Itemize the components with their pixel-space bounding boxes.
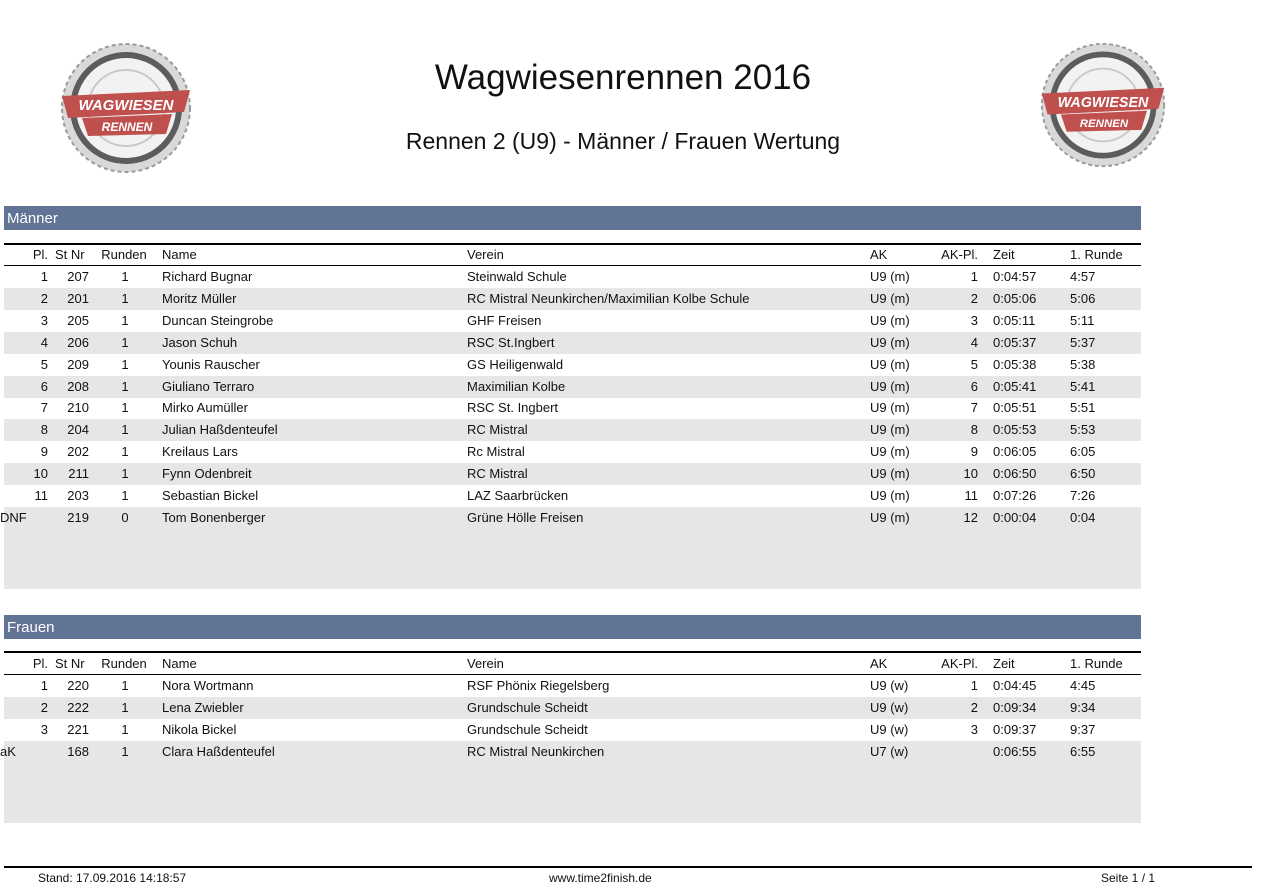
cell-runde1: 5:38 [1070,356,1096,372]
table-header-women [4,653,1141,675]
cell-pl: 1 [40,678,48,693]
table-row [4,332,1141,354]
cell-pl: 4 [40,334,48,350]
cell-zeit: 0:05:38 [993,356,1037,372]
table-row [0,507,1141,529]
table-row [4,697,1141,719]
cell-runden: 1 [121,678,129,693]
col-name: Name [162,247,197,262]
cell-st-nr: 209 [67,356,89,372]
cell-runden: 1 [121,444,129,460]
table-row [4,441,1141,463]
cell-pl: 11 [34,488,48,503]
col-zeit: Zeit [993,247,1015,262]
col-ak-pl: AK-Pl. [941,656,978,671]
table-row [4,310,1141,332]
page-title: Wagwiesenrennen 2016 [434,58,812,97]
col-pl: Pl. [32,656,48,671]
col-name: Name [162,656,197,671]
cell-name: Mirko Aumüller [162,400,248,416]
col-ak-pl: AK-Pl. [941,247,978,262]
cell-ak: U9 (m) [870,378,910,394]
cell-runde1: 5:11 [1070,312,1095,328]
cell-ak: U9 (m) [870,356,910,372]
cell-ak: U9 (w) [870,678,909,693]
cell-zeit: 0:04:45 [993,678,1037,693]
cell-runden: 1 [121,699,129,715]
cell-name: Fynn Odenbreit [162,466,252,482]
cell-ak-pl: 7 [970,400,978,416]
cell-runden: 1 [121,743,129,759]
cell-pl: aK [0,743,16,759]
cell-runden: 1 [121,290,129,306]
page-subtitle: Rennen 2 (U9) - Männer / Frauen Wertung [405,128,841,154]
cell-zeit: 0:05:41 [993,378,1037,394]
footer-rule [4,866,1252,868]
cell-st-nr: 221 [67,721,89,737]
cell-verein: RC Mistral Neunkirchen [467,743,605,759]
cell-pl: 3 [40,312,48,328]
cell-zeit: 0:05:51 [993,400,1037,416]
cell-ak-pl: 8 [970,422,978,438]
cell-st-nr: 222 [67,699,89,715]
cell-ak: U9 (m) [870,269,910,284]
cell-runden: 1 [121,466,129,482]
cell-zeit: 0:05:53 [993,422,1037,438]
cell-ak: U9 (m) [870,444,910,460]
cell-pl: 3 [40,721,48,737]
cell-verein: Steinwald Schule [467,269,567,284]
table-row [4,376,1141,398]
cell-runde1: 5:53 [1070,422,1096,438]
cell-name: Nikola Bickel [162,721,237,737]
cell-zeit: 0:05:06 [993,290,1037,306]
footer-page-number: Seite 1 / 1 [1101,871,1156,885]
cell-name: Younis Rauscher [162,356,260,372]
cell-pl: 9 [40,444,48,460]
cell-name: Moritz Müller [162,290,237,306]
cell-st-nr: 205 [67,312,89,328]
cell-runde1: 5:41 [1070,378,1096,394]
cell-runden: 1 [121,269,129,284]
cell-name: Tom Bonenberger [162,509,266,525]
cell-verein: Grüne Hölle Freisen [467,509,584,525]
cell-st-nr: 206 [67,334,89,350]
cell-pl: 2 [40,699,48,715]
cell-st-nr: 220 [67,678,89,693]
cell-zeit: 0:09:34 [993,699,1037,715]
cell-runde1: 6:50 [1070,466,1096,482]
table-row [4,354,1141,376]
table-row [4,288,1141,310]
table-row [4,485,1141,507]
col-st-nr: St Nr [55,247,85,262]
cell-zeit: 0:00:04 [993,509,1037,525]
cell-zeit: 0:06:05 [993,444,1037,460]
cell-name: Sebastian Bickel [162,488,259,503]
women-table-filler [4,762,1141,823]
cell-verein: RC Mistral Neunkirchen/Maximilian Kolbe Schule [467,290,750,306]
cell-runden: 1 [121,400,129,416]
cell-runden: 1 [121,334,129,350]
cell-st-nr: 201 [67,290,89,306]
cell-runden: 1 [121,488,129,503]
section-header-women: Frauen [4,615,1141,639]
logo-text-top: WAGWIESEN [78,97,174,114]
men-table-filler [4,528,1141,589]
cell-ak: U9 (m) [870,422,910,438]
cell-runde1: 9:37 [1070,721,1096,737]
cell-pl: 2 [40,290,48,306]
cell-runden: 1 [121,356,129,372]
cell-verein: RSC St.Ingbert [467,334,555,350]
cell-st-nr: 202 [67,444,89,460]
cell-st-nr: 207 [67,269,89,284]
cell-st-nr: 203 [67,488,89,503]
cell-ak: U9 (m) [870,334,910,350]
col-runden: Runden [101,247,147,262]
col-pl: Pl. [32,247,48,262]
col-runde1: 1. Runde [1070,247,1123,262]
cell-pl: 8 [40,422,48,438]
cell-zeit: 0:09:37 [993,721,1037,737]
cell-ak: U9 (m) [870,509,910,525]
cell-st-nr: 211 [68,466,89,482]
cell-name: Julian Haßdenteufel [162,422,278,438]
cell-runde1: 5:37 [1070,334,1096,350]
col-runden: Runden [101,656,147,671]
cell-runde1: 9:34 [1070,699,1096,715]
cell-pl: DNF [0,509,27,525]
cell-zeit: 0:06:50 [993,466,1037,482]
cell-st-nr: 208 [67,378,89,394]
cell-ak: U9 (m) [870,312,910,328]
logo-text-top: WAGWIESEN [1057,94,1149,111]
cell-ak-pl: 1 [970,269,978,284]
cell-verein: RSC St. Ingbert [467,400,559,416]
cell-runde1: 6:55 [1070,743,1096,759]
cell-name: Richard Bugnar [162,269,253,284]
cell-verein: RC Mistral [467,422,528,438]
section-header-men: Männer [4,206,1141,230]
cell-zeit: 0:05:37 [993,334,1037,350]
col-ak: AK [870,656,888,671]
cell-verein: RC Mistral [467,466,528,482]
cell-verein: Maximilian Kolbe [467,378,566,394]
cell-ak-pl: 12 [963,509,978,525]
cell-name: Lena Zwiebler [162,699,244,715]
table-row [4,397,1141,419]
footer-website: www.time2finish.de [549,871,652,885]
cell-verein: LAZ Saarbrücken [467,488,569,503]
cell-zeit: 0:06:55 [993,743,1037,759]
cell-verein: GS Heiligenwald [467,356,564,372]
col-runde1: 1. Runde [1070,656,1123,671]
cell-st-nr: 210 [67,400,89,416]
cell-ak: U7 (w) [870,743,909,759]
cell-ak-pl: 4 [970,334,978,350]
col-verein: Verein [467,247,504,262]
table-row [4,266,1141,288]
cell-name: Duncan Steingrobe [162,312,274,328]
table-row [4,463,1141,485]
cell-ak-pl: 6 [970,378,978,394]
cell-ak-pl: 2 [970,699,978,715]
cell-pl: 5 [40,356,48,372]
cell-runden: 0 [121,509,129,525]
cell-ak-pl: 11 [964,488,978,503]
cell-runde1: 5:51 [1070,400,1096,416]
logo-text-bottom: RENNEN [1079,117,1129,130]
cell-ak-pl: 3 [970,312,978,328]
cell-runde1: 0:04 [1070,509,1096,525]
cell-name: Jason Schuh [162,334,238,350]
cell-ak-pl: 9 [970,444,978,460]
cell-ak-pl: 2 [970,290,978,306]
cell-name: Giuliano Terraro [162,378,255,394]
cell-st-nr: 168 [67,743,89,759]
table-row [4,719,1141,741]
cell-verein: Grundschule Scheidt [467,699,588,715]
cell-zeit: 0:05:11 [993,312,1036,328]
cell-ak: U9 (m) [870,466,910,482]
table-row [0,741,1141,763]
cell-runde1: 5:06 [1070,290,1096,306]
cell-ak-pl: 5 [970,356,978,372]
cell-ak: U9 (m) [870,290,910,306]
cell-verein: Rc Mistral [467,444,525,460]
cell-runde1: 6:05 [1070,444,1096,460]
cell-pl: 1 [40,269,48,284]
col-st-nr: St Nr [55,656,85,671]
cell-ak-pl: 3 [970,721,978,737]
table-row [4,675,1141,697]
cell-verein: GHF Freisen [467,312,542,328]
cell-runden: 1 [121,378,129,394]
cell-st-nr: 219 [67,509,89,525]
cell-name: Nora Wortmann [162,678,254,693]
footer-timestamp: Stand: 17.09.2016 14:18:57 [38,871,187,885]
logo-text-bottom: RENNEN [101,120,153,134]
col-ak: AK [870,247,888,262]
col-verein: Verein [467,656,504,671]
cell-ak: U9 (w) [870,721,909,737]
cell-pl: 7 [40,400,48,416]
cell-verein: RSF Phönix Riegelsberg [467,678,610,693]
cell-zeit: 0:07:26 [993,488,1037,503]
cell-runde1: 4:45 [1070,678,1096,693]
cell-ak: U9 (m) [870,488,910,503]
cell-pl: 10 [33,466,48,482]
cell-ak: U9 (m) [870,400,910,416]
cell-verein: Grundschule Scheidt [467,721,588,737]
table-header-men [4,244,1141,266]
cell-name: Clara Haßdenteufel [162,743,275,759]
cell-ak: U9 (w) [870,699,909,715]
col-zeit: Zeit [993,656,1015,671]
cell-runden: 1 [121,312,129,328]
cell-st-nr: 204 [67,422,89,438]
cell-runden: 1 [121,422,129,438]
cell-pl: 6 [40,378,48,394]
cell-runde1: 4:57 [1070,269,1096,284]
cell-runden: 1 [121,721,129,737]
cell-ak-pl: 10 [963,466,978,482]
cell-ak-pl: 1 [970,678,978,693]
cell-runde1: 7:26 [1070,488,1096,503]
cell-name: Kreilaus Lars [162,444,238,460]
cell-zeit: 0:04:57 [993,269,1037,284]
table-row [4,419,1141,441]
